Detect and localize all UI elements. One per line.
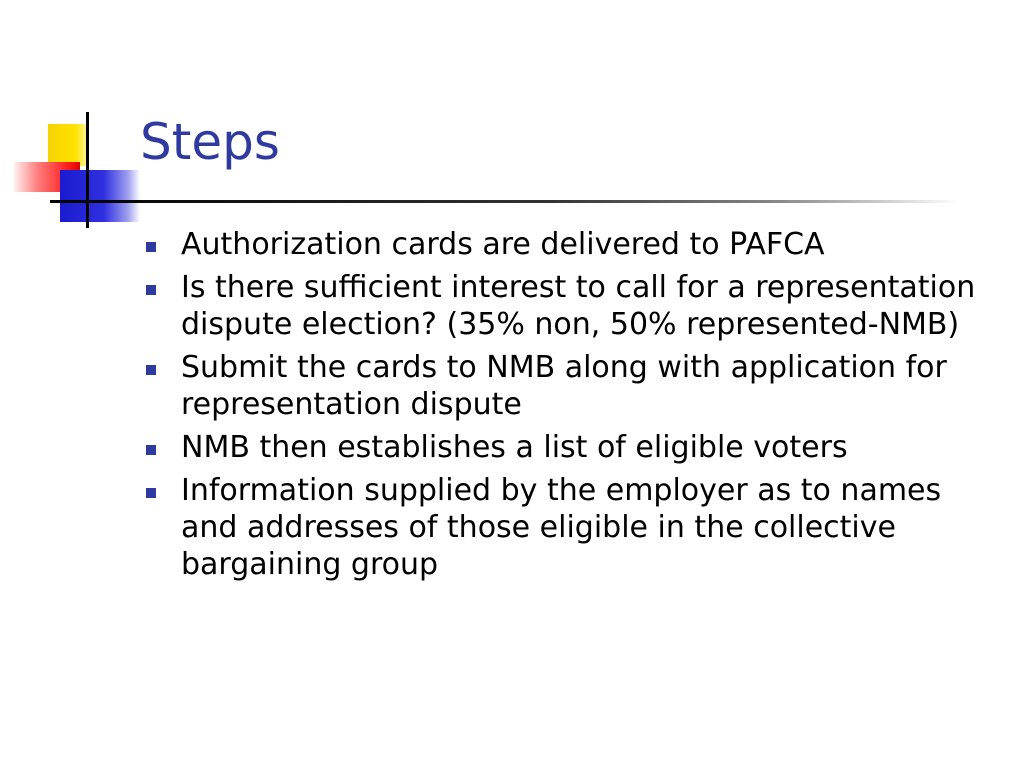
title-underline: [50, 200, 960, 203]
square-bullet-icon: [146, 445, 156, 455]
square-bullet-icon: [146, 285, 156, 295]
bullet-list: [144, 226, 1004, 589]
bullet-item: [144, 269, 1004, 343]
yellow-square-decoration: [48, 124, 88, 166]
square-bullet-icon: [146, 365, 156, 375]
bullet-text: Submit the cards to NMB along with application for representation dispute: [181, 350, 947, 422]
bullet-item: [144, 472, 1004, 583]
bullet-text: NMB then establishes a list of eligible voters: [181, 430, 848, 465]
bullet-item: [144, 429, 1004, 466]
bullet-text: Is there sufficient interest to call for a representation dispute election? (35% non, 50% represented-NMB): [181, 270, 976, 342]
bullet-item: [144, 349, 1004, 423]
square-bullet-icon: [146, 242, 156, 252]
bullet-item: [144, 226, 1004, 263]
square-bullet-icon: [146, 488, 156, 498]
blue-square-decoration: [60, 170, 140, 222]
bullet-text: Information supplied by the employer as to names and addresses of those eligible in the collective bargaining group: [181, 473, 942, 582]
vertical-divider-line: [86, 112, 89, 228]
slide-title: Steps: [140, 113, 280, 171]
bullet-text: Authorization cards are delivered to PAFCA: [181, 227, 825, 262]
